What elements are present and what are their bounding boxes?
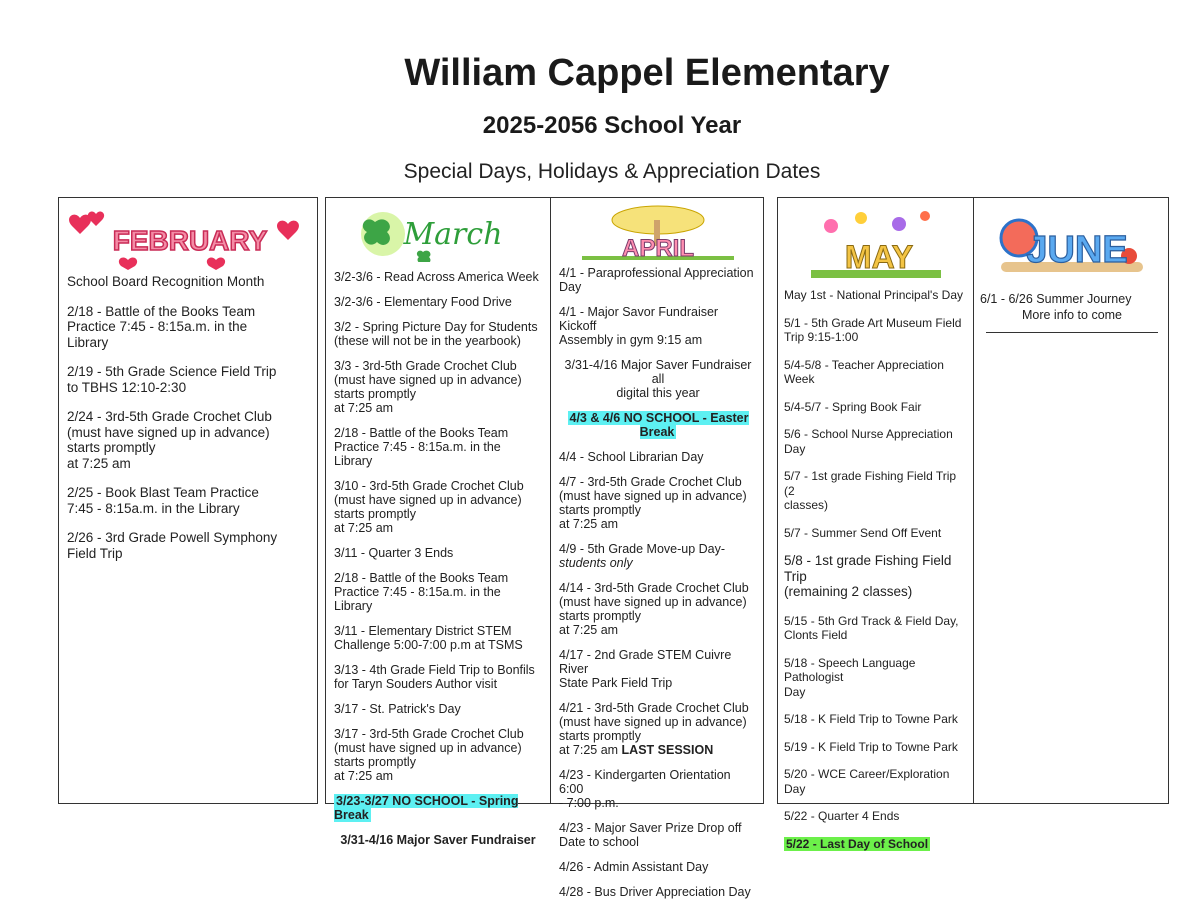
march-april-box <box>325 197 764 899</box>
may-events-b <box>784 614 967 824</box>
may-banner <box>801 204 951 280</box>
april-column <box>550 198 765 899</box>
february-banner <box>68 204 308 270</box>
spring-break-notice: 3/23-3/27 NO SCHOOL - Spring Break <box>334 794 519 822</box>
event-item: 3/13 - 4th Grade Field Trip to Bonfils for Taryn Souders Author visit <box>334 663 535 691</box>
event-item: 5/18 - K Field Trip to Towne Park <box>784 712 958 726</box>
event-item: 2/18 - Battle of the Books Team Practice 7:45 - 8:15a.m. in the Library <box>334 426 509 468</box>
summer-more-info: More info to come <box>1021 308 1123 322</box>
event-item: 5/4-5/8 - Teacher Appreciation Week <box>784 357 944 386</box>
march-banner <box>353 204 523 262</box>
event-item: 5/22 - Quarter 4 Ends <box>784 809 900 823</box>
event-item: 3/3 - 3rd-5th Grade Crochet Club (must have signed up in advance) starts promptly at 7:25 am <box>334 359 522 415</box>
event-item: 4/7 - 3rd-5th Grade Crochet Club (must have signed up in advance) starts promptly at 7:25 am <box>559 475 747 531</box>
event-item: 4/28 - Bus Driver Appreciation Day <box>559 885 751 899</box>
may-banner-text: MAY <box>844 239 913 275</box>
school-year: 2025-2056 School Year <box>482 112 742 139</box>
easter-break-notice: 4/3 & 4/6 NO SCHOOL - Easter Break <box>569 411 749 439</box>
event-item: 2/26 - 3rd Grade Powell Symphony Field Trip <box>67 530 278 561</box>
heart-icon <box>277 221 299 240</box>
event-item: 4/17 - 2nd Grade STEM Cuivre River State Park Field Trip <box>559 648 732 690</box>
event-item: 5/1 - 5th Grade Art Museum Field Trip 9:15-1:00 <box>784 315 962 344</box>
flower-icon <box>892 217 906 231</box>
page-tagline: Special Days, Holidays & Appreciation Dates <box>403 160 821 183</box>
event-item: 2/25 - Book Blast Team Practice 7:45 - 8:15a.m. in the Library <box>67 485 259 516</box>
heart-icon <box>88 212 104 226</box>
event-item: 5/19 - K Field Trip to Towne Park <box>784 739 958 754</box>
heart-icon <box>119 258 137 270</box>
event-item: 3/2-3/6 - Read Across America Week <box>334 270 539 284</box>
june-divider <box>986 332 1158 333</box>
event-item: 5/4-5/7 - Spring Book Fair <box>784 399 922 414</box>
moveup-day: 4/9 - 5th Grade Move-up Day- students only <box>559 542 726 570</box>
event-item: 3/11 - Elementary District STEM Challenge 5:00-7:00 p.m at TSMS <box>334 624 523 652</box>
june-banner <box>997 204 1147 274</box>
event-item: 3/10 - 3rd-5th Grade Crochet Club (must have signed up in advance) starts promptly at 7:25 am <box>334 479 524 535</box>
heart-icon <box>207 258 225 270</box>
event-item: 5/18 - Speech Language Pathologist Day <box>784 655 916 699</box>
february-box <box>58 197 318 804</box>
event-item: 4/1 - Paraprofessional Appreciation Day <box>559 266 754 294</box>
april-events-b <box>559 450 757 531</box>
event-item: 5/20 - WCE Career/Exploration Day <box>784 767 950 796</box>
march-column <box>326 198 550 847</box>
event-item: 3/17 - St. Patrick's Day <box>334 702 461 716</box>
april-fundraiser-note: 3/31-4/16 Major Saver Fundraiser all digital this year <box>564 358 752 400</box>
march-fundraiser-note: 3/31-4/16 Major Saver Fundraiser <box>340 833 536 847</box>
event-item: 4/23 - Kindergarten Orientation 6:00 - 7:00 p.m. <box>559 768 731 810</box>
event-item: 3/2 - Spring Picture Day for Students (these will not be in the yearbook) <box>334 320 538 348</box>
february-banner-text: FEBRUARY <box>112 225 268 256</box>
june-banner-text: JUNE <box>1026 229 1128 271</box>
event-item: 5/7 - Summer Send Off Event <box>784 525 942 540</box>
april-events-d <box>559 768 757 899</box>
page-title: William Cappel Elementary <box>404 52 890 94</box>
event-item: 3/17 - 3rd-5th Grade Crochet Club (must have signed up in advance) starts promptly at 7:25 am <box>334 727 524 783</box>
event-item: 2/19 - 5th Grade Science Field Trip to TBHS 12:10-2:30 <box>67 364 277 395</box>
april-banner-text: APRIL <box>622 235 694 262</box>
march-banner-text: March <box>403 217 503 252</box>
flower-icon <box>824 219 838 233</box>
may-june-box <box>777 197 1169 851</box>
event-item: 2/18 - Battle of the Books Team Practice 7:45 - 8:15a.m. in the Library <box>334 571 509 613</box>
event-item: 4/23 - Major Saver Prize Drop off Date to school <box>559 821 742 849</box>
march-events <box>334 270 542 783</box>
event-item: 4/4 - School Librarian Day <box>559 450 704 464</box>
heart-icon <box>69 215 91 234</box>
april-events-c <box>559 581 757 690</box>
event-item: 4/14 - 3rd-5th Grade Crochet Club (must have signed up in advance) starts promptly at 7:25 am <box>559 581 749 637</box>
event-item: School Board Recognition Month <box>67 274 265 289</box>
february-events <box>67 274 309 561</box>
april-banner <box>578 204 738 262</box>
event-item: May 1st - National Principal's Day <box>784 288 964 302</box>
event-item: 5/7 - 1st grade Fishing Field Trip (2 classes) <box>784 469 957 512</box>
flower-icon <box>920 211 930 221</box>
june-column <box>973 198 1170 803</box>
last-day-notice: 5/22 - Last Day of School <box>786 836 929 851</box>
may-events <box>784 288 967 540</box>
may-column <box>778 198 973 851</box>
event-item: 4/1 - Major Savor Fundraiser Kickoff Assembly in gym 9:15 am <box>559 305 719 347</box>
fishing-trip-remaining: 5/8 - 1st grade Fishing Field Trip (remaining 2 classes) <box>784 553 952 599</box>
crochet-last-session: 4/21 - 3rd-5th Grade Crochet Club (must have signed up in advance) starts promptly at 7:25 am LAST SESSION <box>559 701 749 757</box>
shamrock-icon <box>417 251 431 262</box>
event-item: 5/6 - School Nurse Appreciation Day <box>784 427 953 456</box>
event-item: 5/15 - 5th Grd Track & Field Day, Clonts Field <box>784 613 959 642</box>
shamrock-icon <box>363 219 390 245</box>
event-item: 2/18 - Battle of the Books Team Practice 7:45 - 8:15a.m. in the Library <box>67 303 256 350</box>
event-item: 2/24 - 3rd-5th Grade Crochet Club (must have signed up in advance) starts promptly at 7:25 am <box>67 409 272 471</box>
flower-icon <box>855 212 867 224</box>
summer-journey: 6/1 - 6/26 Summer Journey <box>980 292 1132 306</box>
event-item: 4/26 - Admin Assistant Day <box>559 860 709 874</box>
event-item: 3/2-3/6 - Elementary Food Drive <box>334 295 512 309</box>
event-item: 3/11 - Quarter 3 Ends <box>334 546 454 560</box>
april-events-a <box>559 266 757 347</box>
